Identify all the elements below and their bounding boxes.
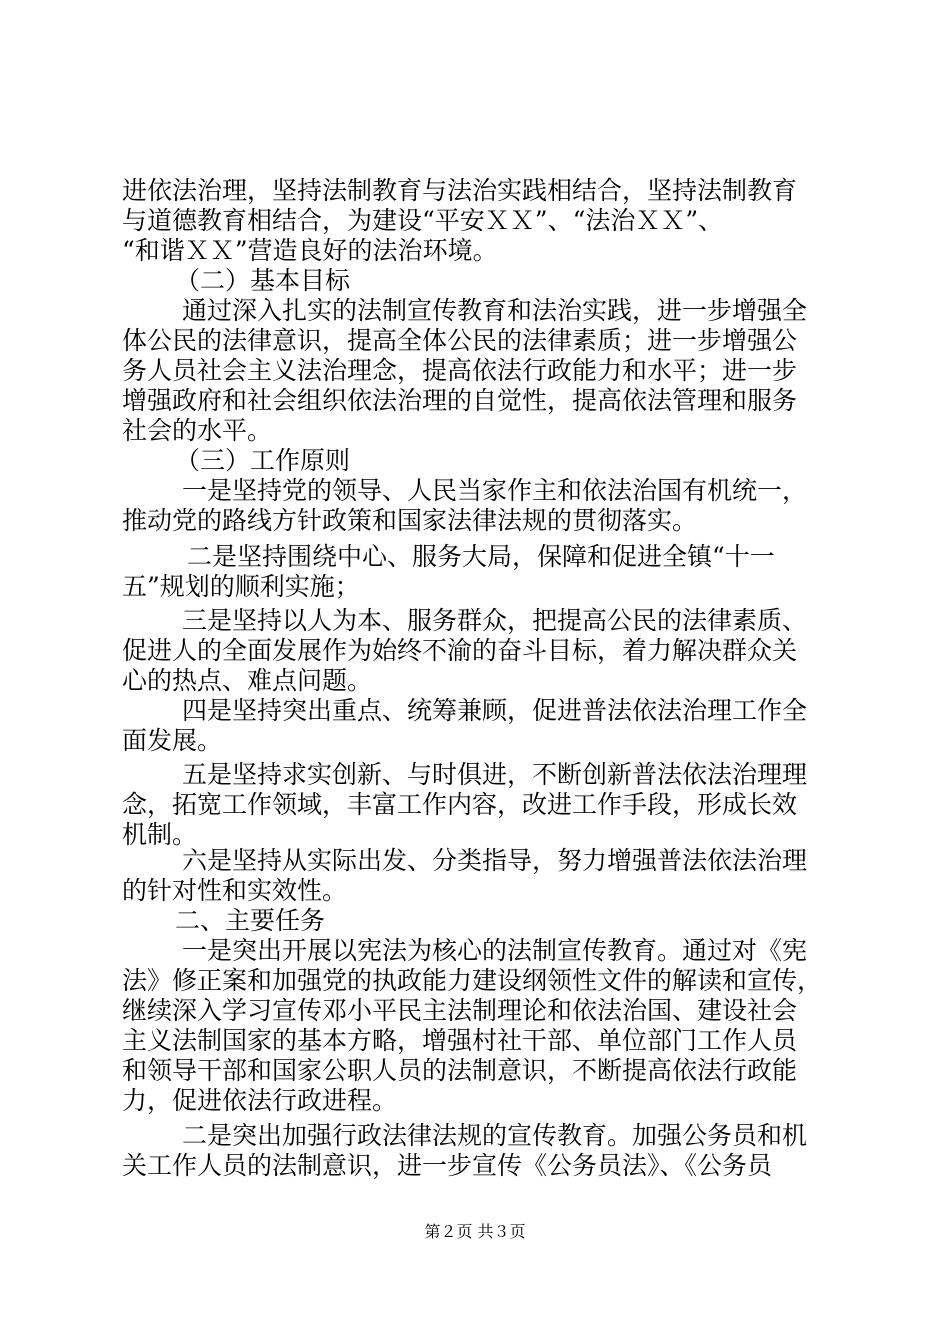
text-line: 社会的水平。 <box>122 416 273 445</box>
text-line: 与道德教育相结合，为建设“平安ＸＸ”、“法治ＸＸ”、 <box>122 206 724 235</box>
text-line: 务人员社会主义法治理念，提高依法行政能力和水平；进一步 <box>122 356 798 385</box>
text-line: 增强政府和社会组织依法治理的自觉性，提高依法管理和服务 <box>122 386 798 415</box>
text-line: 心的热点、难点问题。 <box>122 666 373 695</box>
text-line: 念，拓宽工作领域，丰富工作内容，改进工作手段，形成长效 <box>122 790 798 819</box>
text-line: 关工作人员的法制意识，进一步宣传《公务员法》、《公务员 <box>122 1151 773 1180</box>
section-heading: 二、主要任务 <box>175 906 326 935</box>
text-line: 三是坚持以人为本、服务群众，把提高公民的法律素质、 <box>182 606 808 635</box>
text-line: 机制。 <box>122 820 198 849</box>
text-line: 面发展。 <box>122 726 223 755</box>
text-line: 二是突出加强行政法律法规的宣传教育。加强公务员和机 <box>182 1121 808 1150</box>
text-line: 一是坚持党的领导、人民当家作主和依法治国有机统一， <box>182 476 808 505</box>
text-line: 继续深入学习宣传邓小平民主法制理论和依法治国、建设社会 <box>122 996 798 1025</box>
text-line: 推动党的路线方针政策和国家法律法规的贯彻落实。 <box>122 506 698 535</box>
text-line: 促进人的全面发展作为始终不渝的奋斗目标，着力解决群众关 <box>122 636 798 665</box>
text-line: “和谐ＸＸ”营造良好的法治环境。 <box>122 236 498 265</box>
text-line: 一是突出开展以宪法为核心的法制宣传教育。通过对《宪 <box>182 936 808 965</box>
text-line: 六是坚持从实际出发、分类指导，努力增强普法依法治理 <box>182 846 808 875</box>
text-line: 力，促进依法行政进程。 <box>122 1086 398 1115</box>
text-line: 法》修正案和加强党的执政能力建设纲领性文件的解读和宣传， <box>122 966 823 995</box>
section-heading: （二）基本目标 <box>175 266 351 295</box>
text-line: 和领导干部和国家公职人员的法制意识，不断提高依法行政能 <box>122 1056 798 1085</box>
text-line: 通过深入扎实的法制宣传教育和法治实践，进一步增强全 <box>182 296 808 325</box>
text-line: 二是坚持围绕中心、服务大局，保障和促进全镇“十一 <box>187 542 775 571</box>
text-line: 五是坚持求实创新、与时俱进，不断创新普法依法治理理 <box>182 760 808 789</box>
section-heading: （三）工作原则 <box>175 446 351 475</box>
text-line: 进依法治理，坚持法制教育与法治实践相结合，坚持法制教育 <box>122 176 798 205</box>
text-line: 四是坚持突出重点、统筹兼顾，促进普法依法治理工作全 <box>182 696 808 725</box>
text-line: 的针对性和实效性。 <box>122 876 348 905</box>
page-number-footer: 第２页 共３页 <box>424 1222 526 1241</box>
text-line: 五”规划的顺利实施； <box>122 572 360 601</box>
text-line: 主义法制国家的基本方略，增强村社干部、单位部门工作人员 <box>122 1026 798 1055</box>
text-line: 体公民的法律意识，提高全体公民的法律素质；进一步增强公 <box>122 326 798 355</box>
